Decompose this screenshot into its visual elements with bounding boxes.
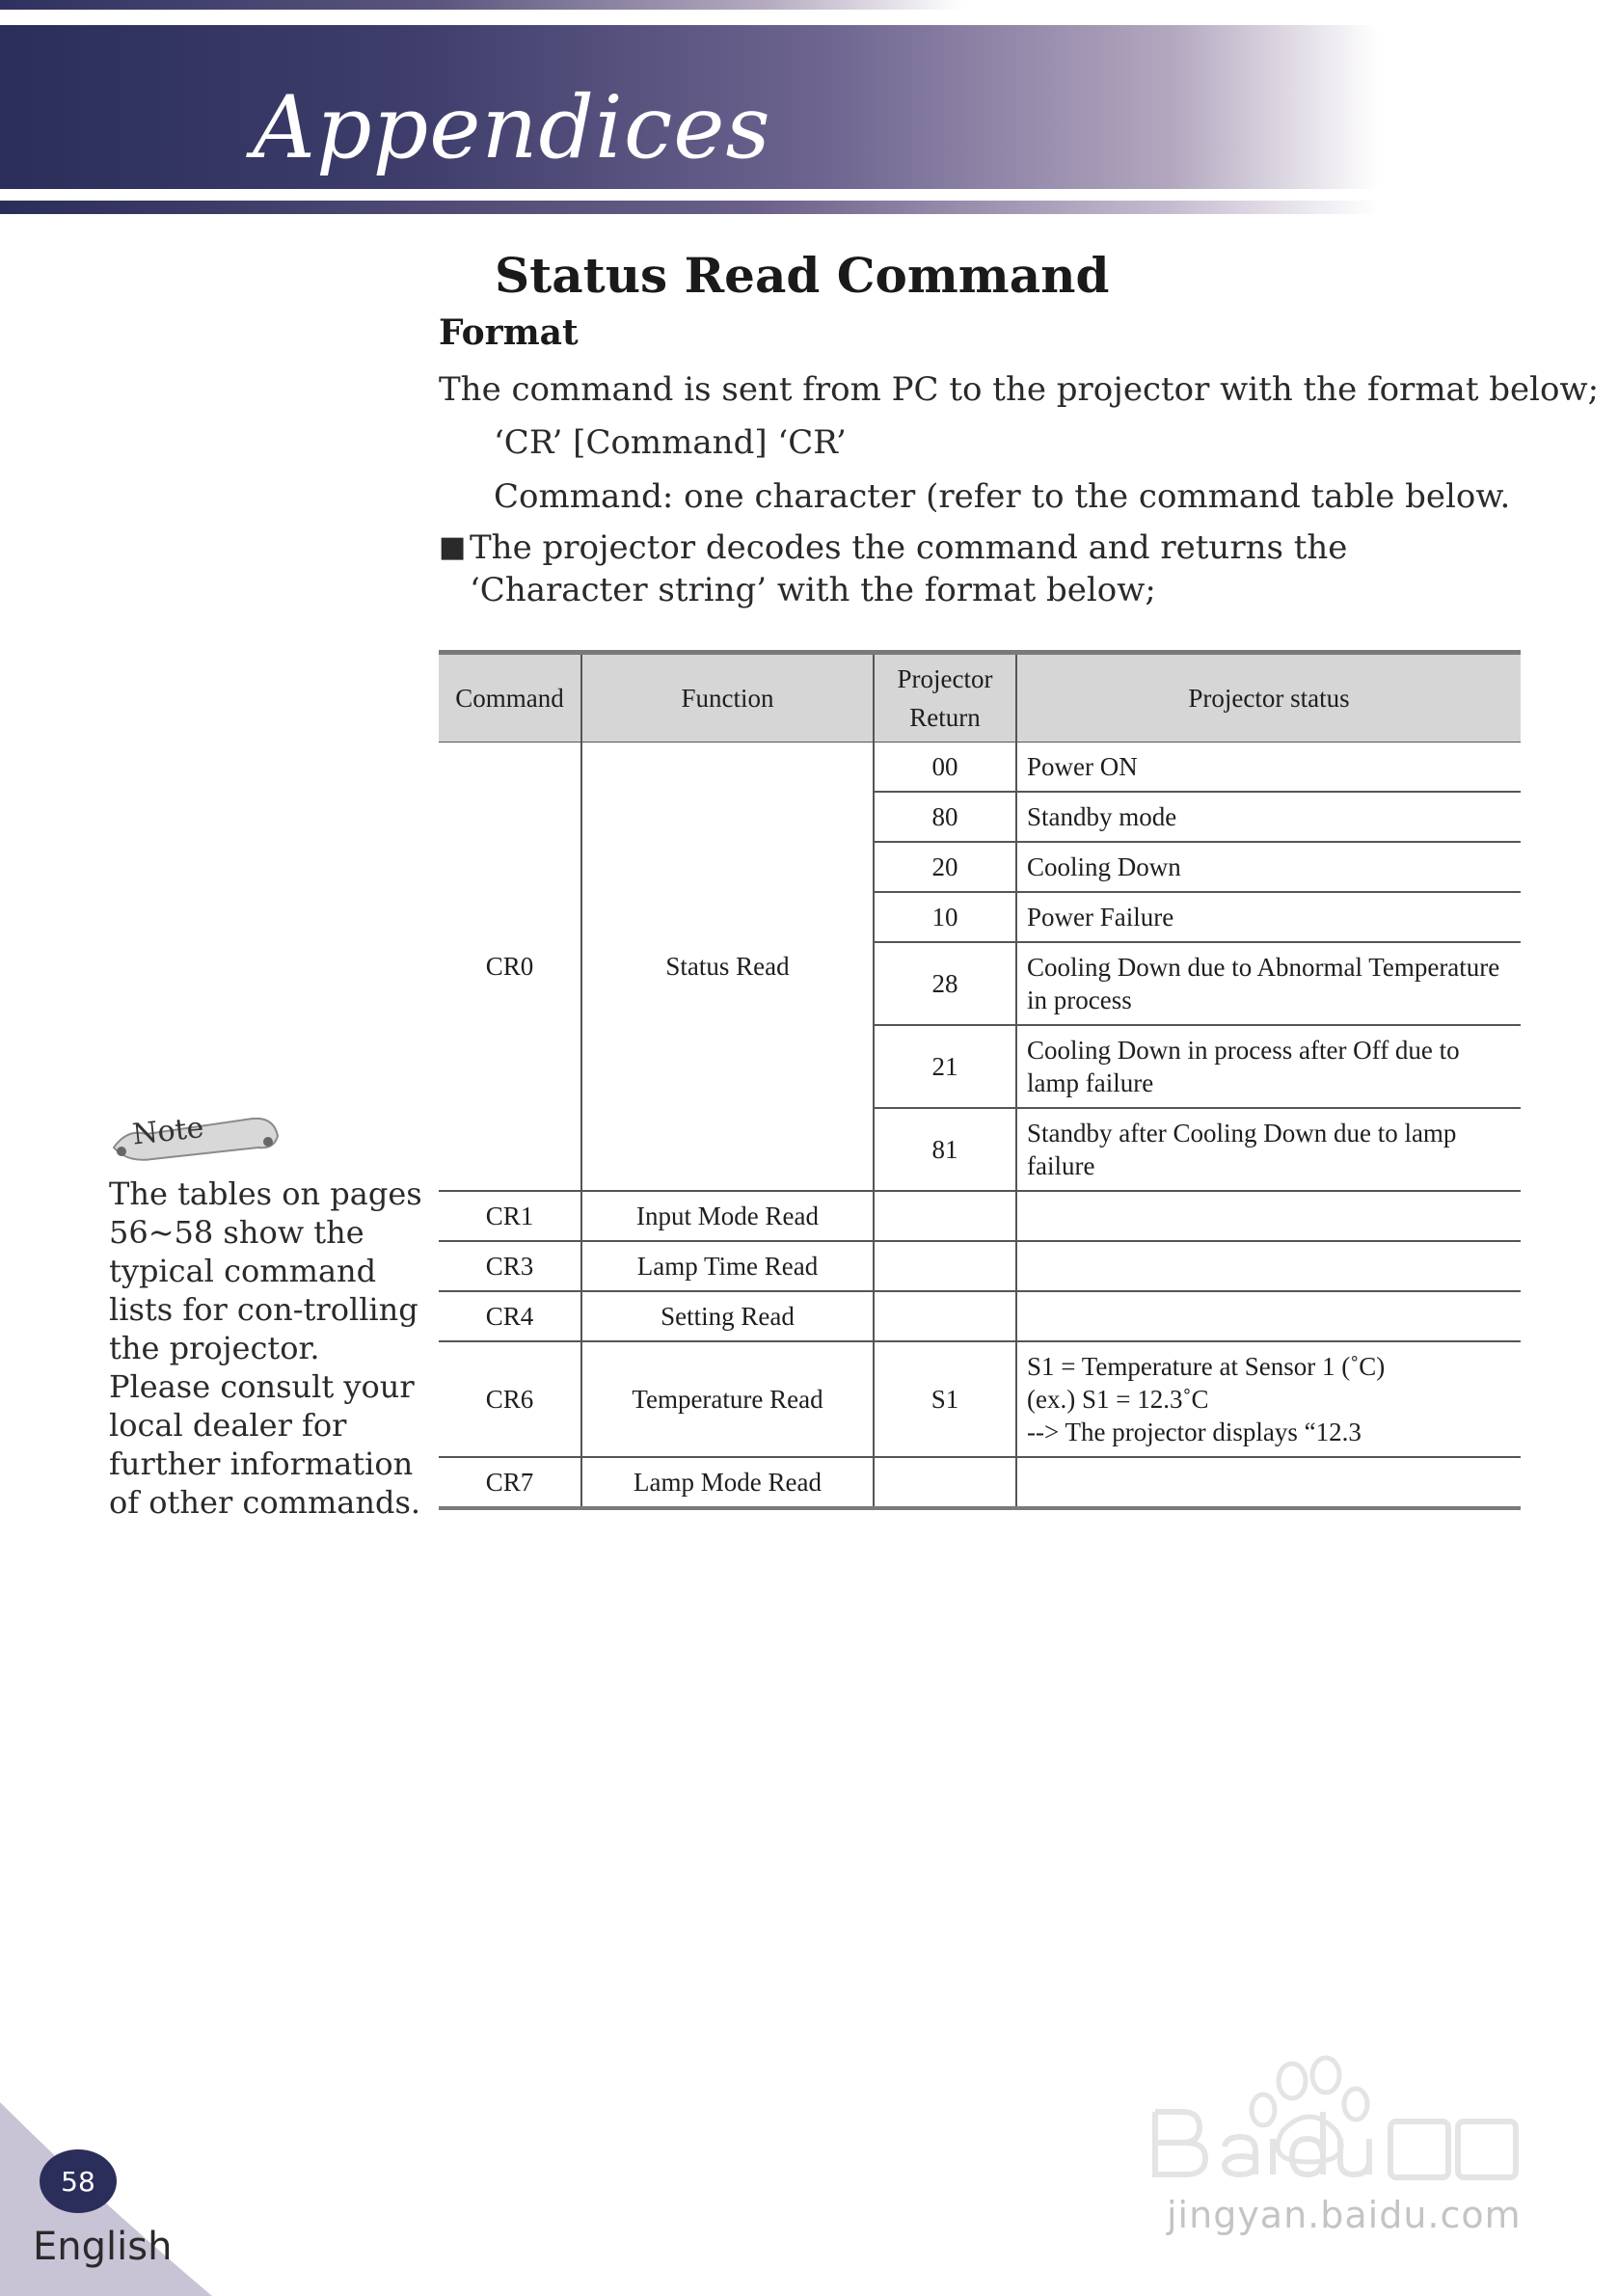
note-text: The tables on pages 56~58 show the typical command lists for con-trolling the projector. Please consult your local dealer for further information of other commands. <box>109 1175 422 1521</box>
command-cell: CR1 <box>439 1191 581 1241</box>
status-cell: Power Failure <box>1016 892 1521 942</box>
header-underline <box>0 201 1379 214</box>
header-projector-status: Projector status <box>1016 653 1521 743</box>
table-row <box>439 1341 1521 1457</box>
table-row <box>439 1291 1521 1341</box>
table-row <box>439 1241 1521 1291</box>
table-row <box>439 1191 1521 1241</box>
format-description: The command is sent from PC to the projector with the format below; <box>439 370 1600 409</box>
header-command: Command <box>439 653 581 743</box>
function-cell: Lamp Time Read <box>581 1241 874 1291</box>
return-cell <box>874 1241 1016 1291</box>
table-row <box>439 1457 1521 1508</box>
command-cell: CR4 <box>439 1291 581 1341</box>
format-command-note: Command: one character (refer to the command table below. <box>494 477 1511 516</box>
format-heading: Format <box>439 312 579 353</box>
scroll-pin-icon <box>117 1147 126 1156</box>
bullet-text: The projector decodes the command and returns the ‘Character string’ with the format below; <box>470 528 1348 609</box>
note-badge <box>108 1099 282 1165</box>
status-cell <box>1016 1241 1521 1291</box>
paw-icon <box>1252 2058 1367 2162</box>
return-cell <box>874 1291 1016 1341</box>
return-cell: 21 <box>874 1025 1016 1108</box>
header-projector-return <box>874 653 1016 743</box>
return-cell: 00 <box>874 743 1016 793</box>
status-cell: Standby mode <box>1016 792 1521 842</box>
return-cell: 81 <box>874 1108 1016 1191</box>
return-cell: 10 <box>874 892 1016 942</box>
return-cell: 20 <box>874 842 1016 892</box>
command-cell: CR3 <box>439 1241 581 1291</box>
status-read-command-table <box>439 650 1521 1510</box>
format-syntax: ‘CR’ [Command] ‘CR’ <box>494 423 847 462</box>
return-cell <box>874 1191 1016 1241</box>
header-function: Function <box>581 653 874 743</box>
return-cell: S1 <box>874 1341 1016 1457</box>
table-header-row <box>439 653 1521 743</box>
header-return-line1: Projector <box>897 664 993 693</box>
section-title: Status Read Command <box>495 247 1110 304</box>
status-cell: Cooling Down in process after Off due to lamp failure <box>1016 1025 1521 1108</box>
table-row <box>439 743 1521 793</box>
status-line: (ex.) S1 = 12.3˚C <box>1027 1385 1209 1414</box>
bullet-icon: ■ <box>439 530 467 564</box>
function-cell: Input Mode Read <box>581 1191 874 1241</box>
status-cell: Cooling Down due to Abnormal Temperature in process <box>1016 942 1521 1025</box>
command-cell: CR6 <box>439 1341 581 1457</box>
scroll-pin-icon <box>263 1137 273 1147</box>
command-cell: CR7 <box>439 1457 581 1508</box>
function-cell: Lamp Mode Read <box>581 1457 874 1508</box>
return-cell <box>874 1457 1016 1508</box>
status-cell <box>1016 1291 1521 1341</box>
status-cell: Power ON <box>1016 743 1521 793</box>
top-accent-line <box>0 0 964 10</box>
return-cell: 28 <box>874 942 1016 1025</box>
baidu-logo <box>1155 2112 1516 2177</box>
function-cell: Temperature Read <box>581 1341 874 1457</box>
status-cell: Cooling Down <box>1016 842 1521 892</box>
page-title: Appendices <box>253 77 771 178</box>
note-badge-label: Note <box>130 1110 206 1152</box>
watermark-text: jingyan.baidu.com <box>1167 2194 1522 2236</box>
command-cell: CR0 <box>439 743 581 1192</box>
status-cell <box>1016 1341 1521 1457</box>
status-cell <box>1016 1457 1521 1508</box>
function-cell: Setting Read <box>581 1291 874 1341</box>
return-format-bullet <box>439 527 1528 611</box>
status-line: --> The projector displays “12.3 <box>1027 1418 1362 1446</box>
return-cell: 80 <box>874 792 1016 842</box>
status-line: S1 = Temperature at Sensor 1 (˚C) <box>1027 1352 1386 1381</box>
page-language: English <box>33 2225 173 2269</box>
status-cell: Standby after Cooling Down due to lamp failure <box>1016 1108 1521 1191</box>
page-number: 58 <box>40 2149 117 2213</box>
status-cell <box>1016 1191 1521 1241</box>
function-cell: Status Read <box>581 743 874 1192</box>
header-banner <box>0 25 1379 189</box>
header-return-line2: Return <box>909 703 981 732</box>
